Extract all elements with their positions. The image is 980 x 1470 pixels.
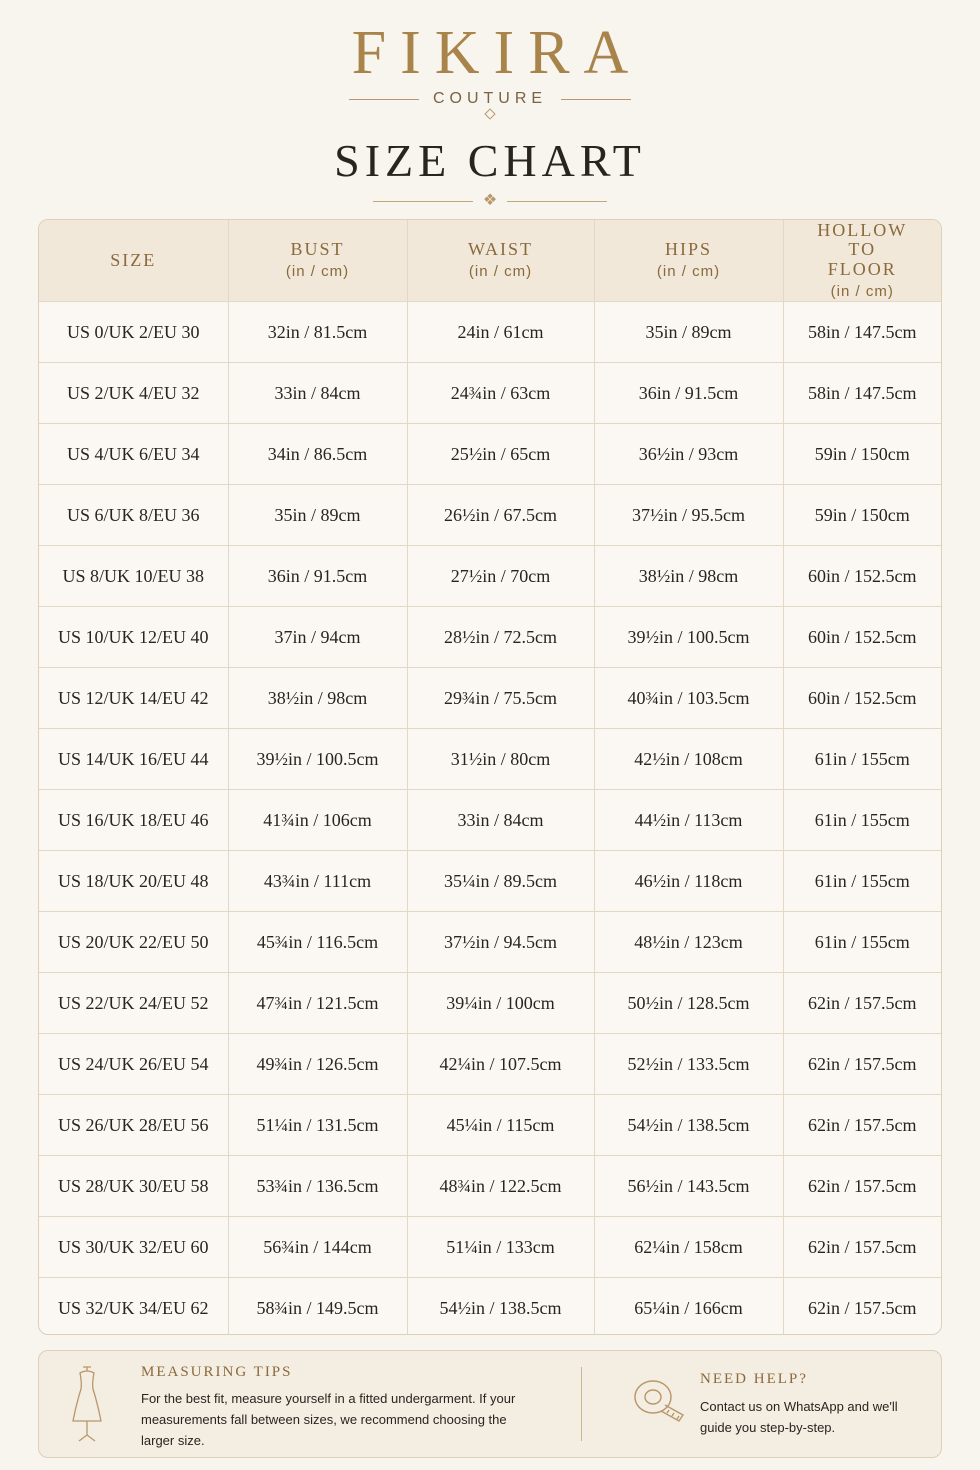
cell-size: US 10/UK 12/EU 40 bbox=[39, 607, 228, 668]
cell-hips: 62¼in / 158cm bbox=[594, 1217, 783, 1278]
cell-hips: 40¾in / 103.5cm bbox=[594, 668, 783, 729]
cell-hollow-to-floor: 62in / 157.5cm bbox=[783, 1217, 941, 1278]
cell-hollow-to-floor: 62in / 157.5cm bbox=[783, 1156, 941, 1217]
size-chart-table bbox=[38, 219, 942, 1335]
unit-label: (in / cm) bbox=[285, 263, 350, 281]
table-row bbox=[39, 790, 941, 851]
cell-size: US 14/UK 16/EU 44 bbox=[39, 729, 228, 790]
cell-size: US 24/UK 26/EU 54 bbox=[39, 1034, 228, 1095]
header-waist: WAIST (in / cm) bbox=[407, 220, 594, 302]
cell-hips: 39½in / 100.5cm bbox=[594, 607, 783, 668]
table-row bbox=[39, 424, 941, 485]
flourish-icon: ❖ bbox=[482, 192, 498, 209]
cell-bust: 36in / 91.5cm bbox=[228, 546, 407, 607]
cell-hips: 38½in / 98cm bbox=[594, 546, 783, 607]
unit-label: (in / cm) bbox=[830, 282, 894, 300]
cell-hollow-to-floor: 62in / 157.5cm bbox=[783, 1095, 941, 1156]
cell-hollow-to-floor: 60in / 152.5cm bbox=[783, 668, 941, 729]
cell-hips: 54½in / 138.5cm bbox=[594, 1095, 783, 1156]
cell-bust: 45¾in / 116.5cm bbox=[228, 912, 407, 973]
cell-hips: 35in / 89cm bbox=[594, 302, 783, 363]
cell-hips: 36½in / 93cm bbox=[594, 424, 783, 485]
table-row bbox=[39, 546, 941, 607]
brand-subtitle: COUTURE bbox=[432, 90, 548, 107]
tips-text: For the best fit, measure yourself in a fitted undergarment. If your measurements fall between sizes, we recommend choosing the larger size. bbox=[141, 1391, 516, 1448]
cell-bust: 58¾in / 149.5cm bbox=[228, 1278, 407, 1336]
table-row bbox=[39, 607, 941, 668]
cell-hips: 48½in / 123cm bbox=[594, 912, 783, 973]
page-title: SIZE CHART bbox=[334, 135, 646, 186]
table-row bbox=[39, 302, 941, 363]
table-row bbox=[39, 851, 941, 912]
cell-hips: 42½in / 108cm bbox=[594, 729, 783, 790]
cell-waist: 42¼in / 107.5cm bbox=[407, 1034, 594, 1095]
footer-divider bbox=[581, 1367, 582, 1441]
cell-waist: 37½in / 94.5cm bbox=[407, 912, 594, 973]
cell-size: US 30/UK 32/EU 60 bbox=[39, 1217, 228, 1278]
cell-hollow-to-floor: 61in / 155cm bbox=[783, 851, 941, 912]
cell-bust: 37in / 94cm bbox=[228, 607, 407, 668]
table-row bbox=[39, 973, 941, 1034]
cell-bust: 33in / 84cm bbox=[228, 363, 407, 424]
cell-waist: 35¼in / 89.5cm bbox=[407, 851, 594, 912]
cell-bust: 35in / 89cm bbox=[228, 485, 407, 546]
cell-hips: 44½in / 113cm bbox=[594, 790, 783, 851]
cell-waist: 51¼in / 133cm bbox=[407, 1217, 594, 1278]
table-row bbox=[39, 1034, 941, 1095]
cell-hips: 37½in / 95.5cm bbox=[594, 485, 783, 546]
cell-size: US 2/UK 4/EU 32 bbox=[39, 363, 228, 424]
cell-size: US 26/UK 28/EU 56 bbox=[39, 1095, 228, 1156]
table-row bbox=[39, 485, 941, 546]
cell-bust: 38½in / 98cm bbox=[228, 668, 407, 729]
header-size: SIZE bbox=[39, 220, 228, 302]
cell-hollow-to-floor: 62in / 157.5cm bbox=[783, 973, 941, 1034]
divider-line bbox=[561, 99, 631, 100]
table-row bbox=[39, 1278, 941, 1336]
cell-bust: 51¼in / 131.5cm bbox=[228, 1095, 407, 1156]
cell-size: US 8/UK 10/EU 38 bbox=[39, 546, 228, 607]
unit-label: (in / cm) bbox=[656, 263, 721, 281]
cell-size: US 22/UK 24/EU 52 bbox=[39, 973, 228, 1034]
table-row bbox=[39, 668, 941, 729]
header-bust: BUST (in / cm) bbox=[228, 220, 407, 302]
cell-size: US 20/UK 22/EU 50 bbox=[39, 912, 228, 973]
cell-waist: 33in / 84cm bbox=[407, 790, 594, 851]
cell-hollow-to-floor: 62in / 157.5cm bbox=[783, 1034, 941, 1095]
cell-bust: 43¾in / 111cm bbox=[228, 851, 407, 912]
cell-hips: 56½in / 143.5cm bbox=[594, 1156, 783, 1217]
brand-name: FIKIRA bbox=[351, 19, 643, 87]
cell-waist: 24in / 61cm bbox=[407, 302, 594, 363]
cell-hollow-to-floor: 61in / 155cm bbox=[783, 790, 941, 851]
table-row bbox=[39, 1217, 941, 1278]
divider-line bbox=[349, 99, 419, 100]
cell-bust: 49¾in / 126.5cm bbox=[228, 1034, 407, 1095]
cell-hips: 65¼in / 166cm bbox=[594, 1278, 783, 1336]
cell-waist: 28½in / 72.5cm bbox=[407, 607, 594, 668]
cell-waist: 25½in / 65cm bbox=[407, 424, 594, 485]
cell-waist: 31½in / 80cm bbox=[407, 729, 594, 790]
diamond-ornament-icon bbox=[484, 108, 495, 119]
brand-logo bbox=[0, 19, 980, 118]
cell-size: US 32/UK 34/EU 62 bbox=[39, 1278, 228, 1336]
cell-waist: 54½in / 138.5cm bbox=[407, 1278, 594, 1336]
cell-hollow-to-floor: 62in / 157.5cm bbox=[783, 1278, 941, 1336]
table-row bbox=[39, 1156, 941, 1217]
cell-waist: 48¾in / 122.5cm bbox=[407, 1156, 594, 1217]
cell-waist: 27½in / 70cm bbox=[407, 546, 594, 607]
cell-waist: 24¾in / 63cm bbox=[407, 363, 594, 424]
table-row bbox=[39, 363, 941, 424]
cell-hollow-to-floor: 60in / 152.5cm bbox=[783, 546, 941, 607]
cell-size: US 0/UK 2/EU 30 bbox=[39, 302, 228, 363]
cell-hips: 46½in / 118cm bbox=[594, 851, 783, 912]
cell-hollow-to-floor: 61in / 155cm bbox=[783, 912, 941, 973]
help-title: NEED HELP? bbox=[700, 1371, 808, 1387]
cell-bust: 47¾in / 121.5cm bbox=[228, 973, 407, 1034]
cell-waist: 26½in / 67.5cm bbox=[407, 485, 594, 546]
cell-bust: 53¾in / 136.5cm bbox=[228, 1156, 407, 1217]
cell-bust: 39½in / 100.5cm bbox=[228, 729, 407, 790]
cell-hips: 52½in / 133.5cm bbox=[594, 1034, 783, 1095]
cell-hollow-to-floor: 58in / 147.5cm bbox=[783, 363, 941, 424]
cell-size: US 6/UK 8/EU 36 bbox=[39, 485, 228, 546]
header-hollow-to-floor: HOLLOW TO FLOOR (in / cm) bbox=[783, 220, 941, 302]
cell-size: US 12/UK 14/EU 42 bbox=[39, 668, 228, 729]
cell-hollow-to-floor: 60in / 152.5cm bbox=[783, 607, 941, 668]
cell-bust: 56¾in / 144cm bbox=[228, 1217, 407, 1278]
dress-form-icon bbox=[69, 1363, 105, 1445]
cell-hips: 50½in / 128.5cm bbox=[594, 973, 783, 1034]
cell-waist: 29¾in / 75.5cm bbox=[407, 668, 594, 729]
cell-hollow-to-floor: 61in / 155cm bbox=[783, 729, 941, 790]
cell-size: US 28/UK 30/EU 58 bbox=[39, 1156, 228, 1217]
cell-hollow-to-floor: 58in / 147.5cm bbox=[783, 302, 941, 363]
help-text: Contact us on WhatsApp and we'll guide you step-by-step. bbox=[700, 1399, 898, 1435]
table-row bbox=[39, 912, 941, 973]
unit-label: (in / cm) bbox=[468, 263, 533, 281]
cell-waist: 45¼in / 115cm bbox=[407, 1095, 594, 1156]
cell-size: US 18/UK 20/EU 48 bbox=[39, 851, 228, 912]
cell-hollow-to-floor: 59in / 150cm bbox=[783, 424, 941, 485]
table-header-row bbox=[39, 220, 941, 302]
title-ornament bbox=[0, 193, 980, 209]
header-hips: HIPS (in / cm) bbox=[594, 220, 783, 302]
tips-title: MEASURING TIPS bbox=[141, 1364, 293, 1380]
table-row bbox=[39, 729, 941, 790]
cell-bust: 34in / 86.5cm bbox=[228, 424, 407, 485]
measuring-tape-icon bbox=[631, 1375, 685, 1425]
cell-bust: 41¾in / 106cm bbox=[228, 790, 407, 851]
cell-hollow-to-floor: 59in / 150cm bbox=[783, 485, 941, 546]
cell-bust: 32in / 81.5cm bbox=[228, 302, 407, 363]
cell-size: US 4/UK 6/EU 34 bbox=[39, 424, 228, 485]
cell-size: US 16/UK 18/EU 46 bbox=[39, 790, 228, 851]
footer-panel bbox=[38, 1350, 942, 1458]
cell-hips: 36in / 91.5cm bbox=[594, 363, 783, 424]
table-row bbox=[39, 1095, 941, 1156]
cell-waist: 39¼in / 100cm bbox=[407, 973, 594, 1034]
